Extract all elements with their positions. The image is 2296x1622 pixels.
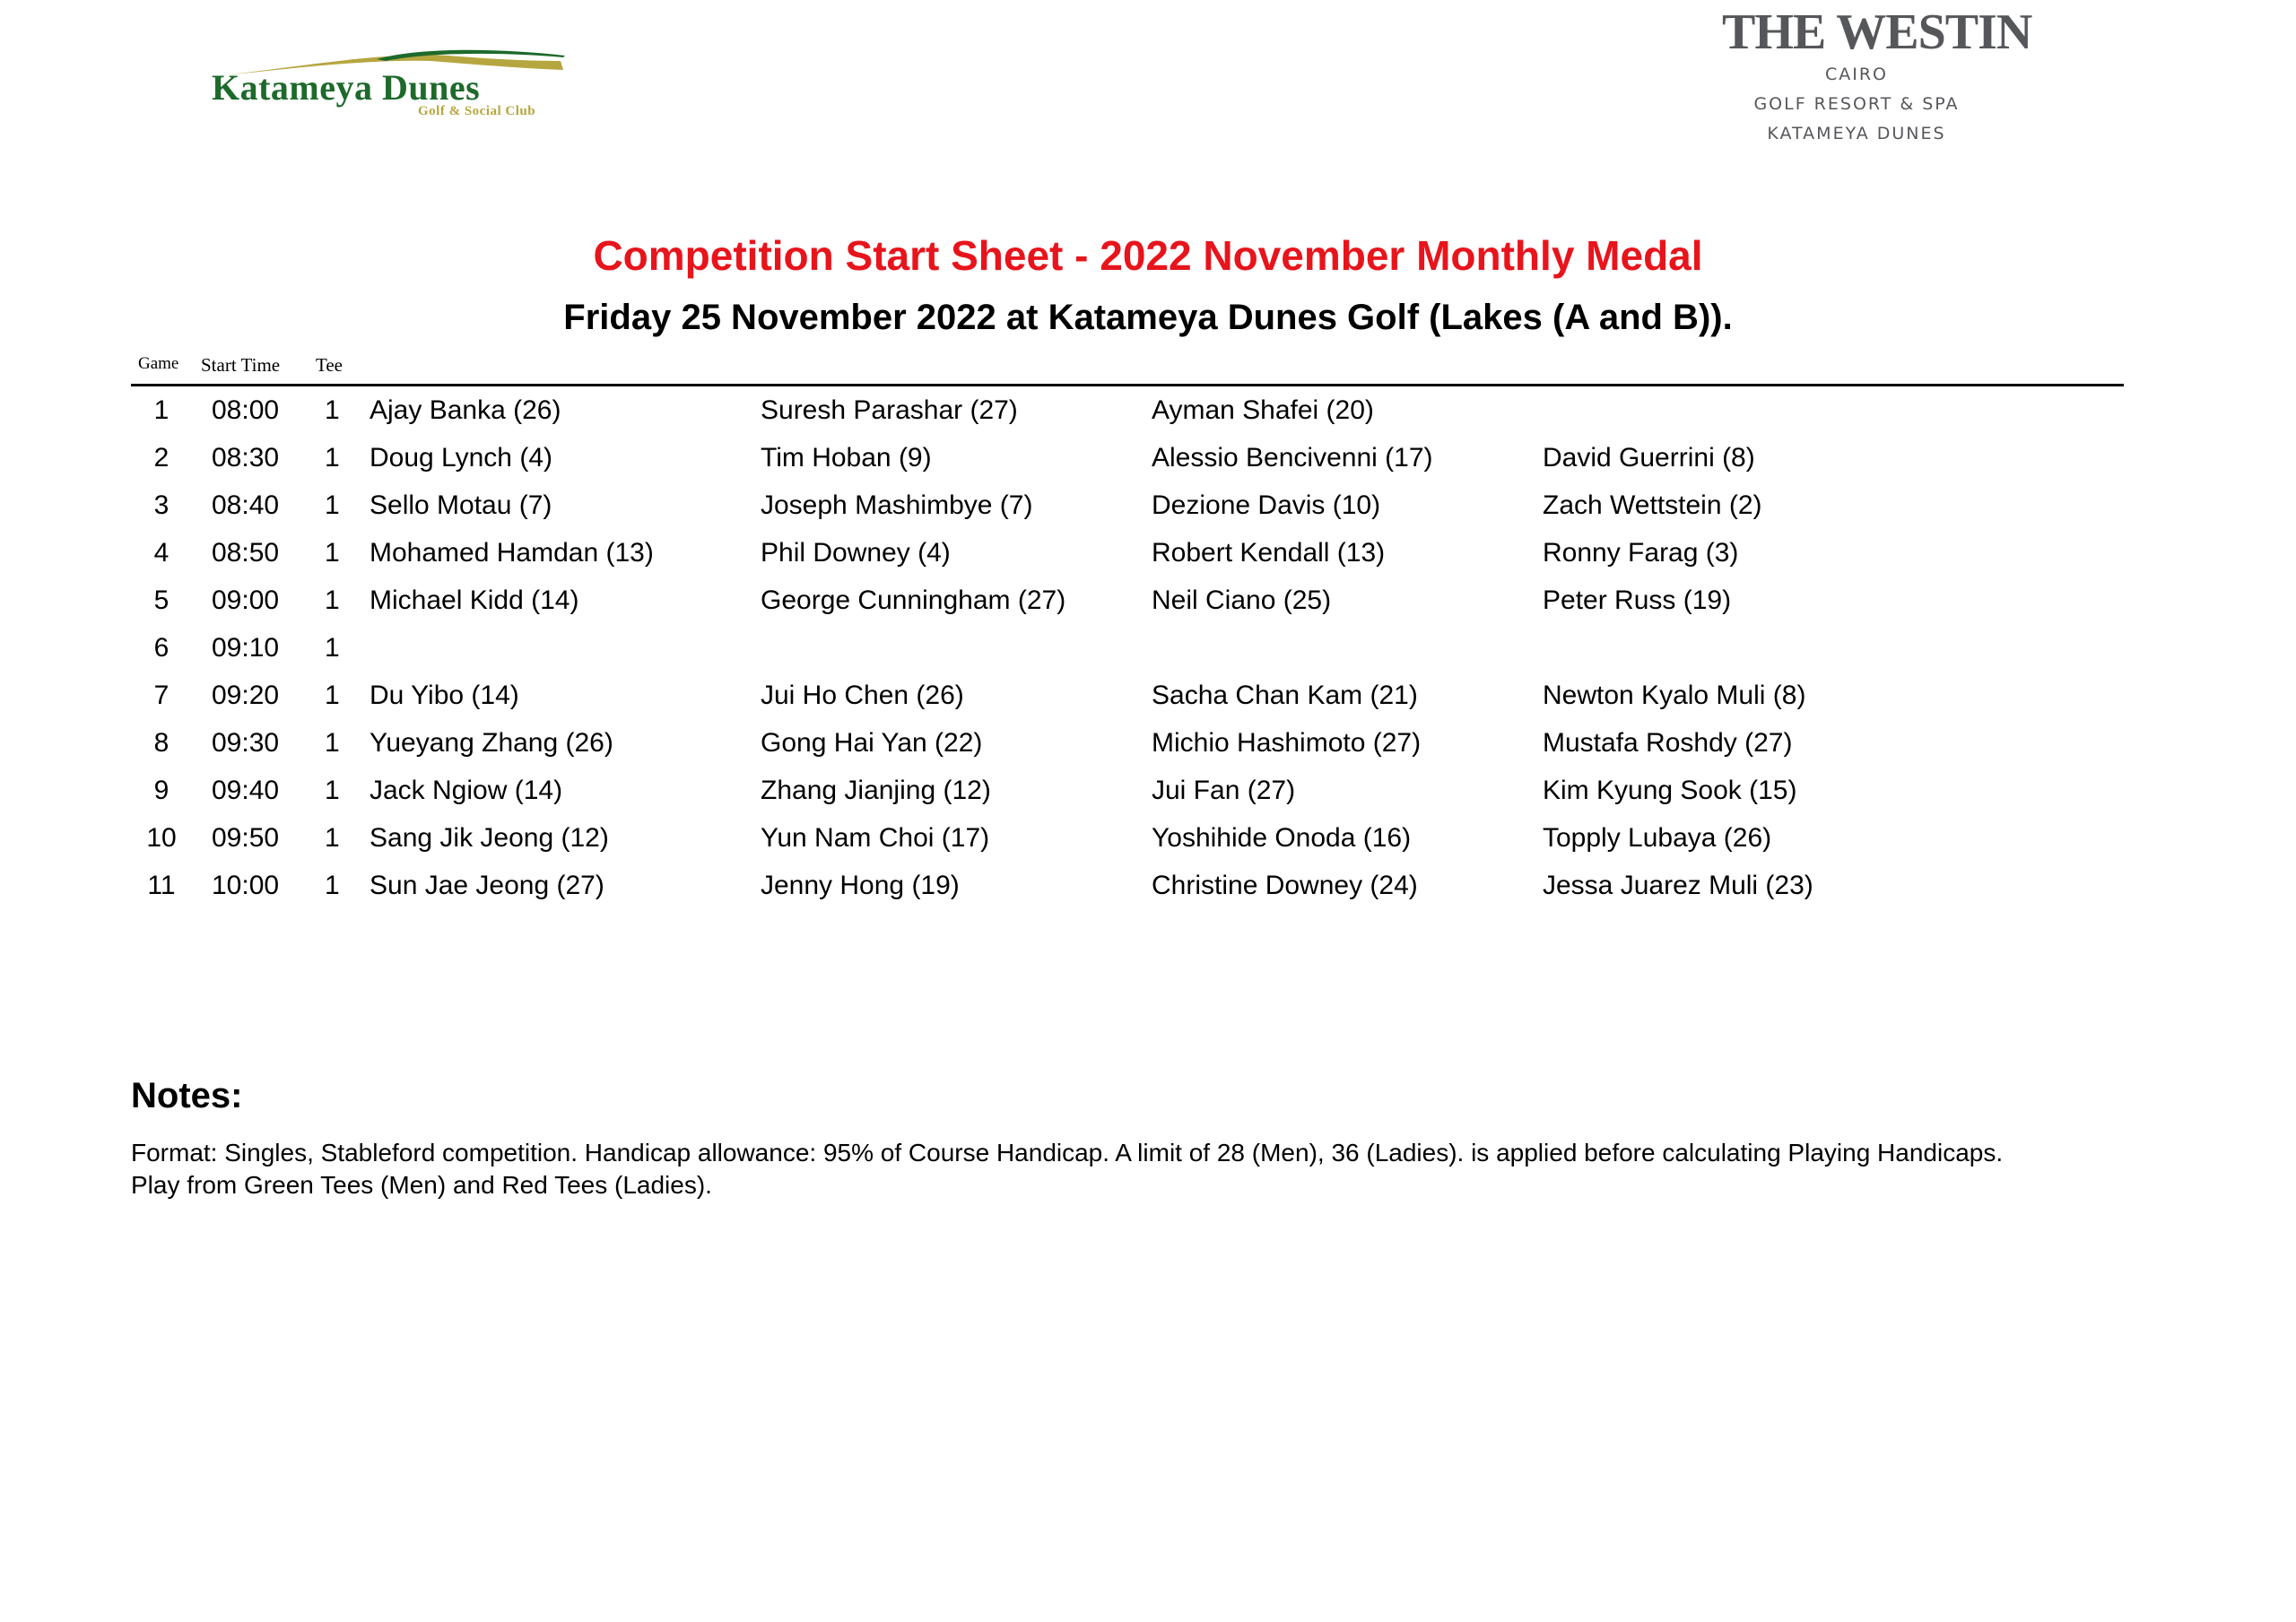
tee-number: 1 bbox=[325, 538, 340, 568]
player-3: Neil Ciano (25) bbox=[1152, 585, 1332, 615]
start-time: 09:00 bbox=[212, 585, 280, 615]
start-time: 09:40 bbox=[212, 776, 280, 805]
tee-number: 1 bbox=[325, 490, 340, 520]
game-number: 11 bbox=[147, 871, 176, 900]
player-3: Ayman Shafei (20) bbox=[1152, 395, 1374, 425]
tee-number: 1 bbox=[325, 728, 340, 758]
player-2: Jui Ho Chen (26) bbox=[761, 681, 964, 710]
table-row bbox=[0, 533, 2152, 580]
tee-number: 1 bbox=[325, 871, 340, 900]
player-1: Yueyang Zhang (26) bbox=[370, 728, 613, 758]
start-time: 09:30 bbox=[212, 728, 280, 758]
game-number: 8 bbox=[153, 728, 170, 758]
tee-number: 1 bbox=[325, 633, 340, 663]
player-1: Sun Jae Jeong (27) bbox=[370, 871, 604, 900]
game-number: 10 bbox=[146, 823, 177, 853]
player-2: Zhang Jianjing (12) bbox=[761, 776, 991, 805]
katameya-logo-name: Katameya Dunes bbox=[212, 67, 481, 108]
tee-number: 1 bbox=[325, 823, 340, 853]
katameya-logo-tagline: Golf & Social Club bbox=[418, 104, 536, 118]
player-1: Du Yibo (14) bbox=[370, 681, 519, 710]
game-number: 4 bbox=[153, 538, 170, 568]
player-3: Alessio Bencivenni (17) bbox=[1152, 443, 1433, 473]
game-number: 1 bbox=[153, 395, 170, 425]
player-1: Doug Lynch (4) bbox=[370, 443, 552, 473]
header-divider bbox=[131, 384, 2124, 386]
start-time: 08:00 bbox=[212, 395, 280, 425]
player-3: Christine Downey (24) bbox=[1152, 871, 1418, 900]
page-title: Competition Start Sheet - 2022 November Monthly Medal bbox=[593, 232, 1703, 279]
player-4: Ronny Farag (3) bbox=[1543, 538, 1739, 568]
column-header-tee: Tee bbox=[316, 354, 344, 376]
player-1: Michael Kidd (14) bbox=[370, 585, 579, 615]
game-number: 3 bbox=[153, 490, 170, 520]
westin-logo-line: GOLF RESORT & SPA bbox=[1753, 94, 1960, 114]
table-row bbox=[0, 723, 2152, 770]
player-4: Zach Wettstein (2) bbox=[1543, 490, 1762, 520]
player-4: Peter Russ (19) bbox=[1543, 585, 1732, 615]
player-2: Gong Hai Yan (22) bbox=[761, 728, 983, 758]
table-row bbox=[0, 438, 2152, 485]
katameya-dunes-logo bbox=[206, 47, 574, 129]
player-4: David Guerrini (8) bbox=[1543, 443, 1755, 473]
start-sheet-table bbox=[0, 390, 2152, 913]
player-1: Jack Ngiow (14) bbox=[370, 776, 563, 805]
westin-logo-line: KATAMEYA DUNES bbox=[1767, 124, 1946, 143]
start-time: 09:10 bbox=[212, 633, 280, 663]
player-3: Sacha Chan Kam (21) bbox=[1152, 681, 1418, 710]
start-time: 10:00 bbox=[212, 871, 280, 900]
player-2: Joseph Mashimbye (7) bbox=[761, 490, 1033, 520]
game-number: 7 bbox=[153, 681, 170, 710]
player-4: Topply Lubaya (26) bbox=[1543, 823, 1772, 853]
player-4: Newton Kyalo Muli (8) bbox=[1543, 681, 1806, 710]
start-time: 08:30 bbox=[212, 443, 280, 473]
player-1: Sang Jik Jeong (12) bbox=[370, 823, 609, 853]
player-2: Yun Nam Choi (17) bbox=[761, 823, 990, 853]
table-header bbox=[0, 354, 2152, 379]
tee-number: 1 bbox=[325, 776, 340, 805]
player-3: Michio Hashimoto (27) bbox=[1152, 728, 1422, 758]
player-3: Jui Fan (27) bbox=[1152, 776, 1296, 805]
tee-number: 1 bbox=[325, 681, 340, 710]
table-row bbox=[0, 580, 2152, 628]
page-subtitle: Friday 25 November 2022 at Katameya Dunes Golf (Lakes (A and B)). bbox=[563, 298, 1733, 337]
player-4: Kim Kyung Sook (15) bbox=[1543, 776, 1797, 805]
tee-number: 1 bbox=[325, 443, 340, 473]
tee-number: 1 bbox=[325, 395, 340, 425]
player-3: Robert Kendall (13) bbox=[1152, 538, 1386, 568]
player-2: Tim Hoban (9) bbox=[761, 443, 932, 473]
player-2: Suresh Parashar (27) bbox=[761, 395, 1018, 425]
table-row bbox=[0, 675, 2152, 723]
notes-line: Format: Singles, Stableford competition. Handicap allowance: 95% of Course Handicap. A limit of 28 (Men), 36 (Ladies). is applied before calculating Playing Handicaps. bbox=[131, 1139, 2004, 1167]
table-row bbox=[0, 628, 2152, 675]
game-number: 5 bbox=[153, 585, 170, 615]
westin-logo-title: THE WESTIN bbox=[1722, 4, 2032, 60]
table-row bbox=[0, 390, 2152, 438]
notes-body bbox=[131, 1137, 2194, 1201]
game-number: 6 bbox=[153, 633, 170, 663]
start-time: 09:50 bbox=[212, 823, 280, 853]
westin-logo bbox=[1722, 0, 2032, 152]
game-number: 9 bbox=[153, 776, 170, 805]
player-1: Ajay Banka (26) bbox=[370, 395, 561, 425]
game-number: 2 bbox=[153, 443, 170, 473]
player-4: Jessa Juarez Muli (23) bbox=[1543, 871, 1813, 900]
tee-number: 1 bbox=[325, 585, 340, 615]
player-1: Mohamed Hamdan (13) bbox=[370, 538, 654, 568]
start-time: 08:50 bbox=[212, 538, 280, 568]
player-1: Sello Motau (7) bbox=[370, 490, 552, 520]
table-row bbox=[0, 865, 2152, 913]
westin-logo-line: CAIRO bbox=[1824, 65, 1889, 84]
table-row bbox=[0, 818, 2152, 865]
notes-heading: Notes: bbox=[131, 1076, 243, 1115]
player-2: Phil Downey (4) bbox=[761, 538, 951, 568]
player-3: Yoshihide Onoda (16) bbox=[1152, 823, 1412, 853]
start-time: 08:40 bbox=[212, 490, 280, 520]
start-time: 09:20 bbox=[212, 681, 280, 710]
player-2: Jenny Hong (19) bbox=[761, 871, 960, 900]
player-4: Mustafa Roshdy (27) bbox=[1543, 728, 1793, 758]
player-2: George Cunningham (27) bbox=[761, 585, 1066, 615]
table-row bbox=[0, 485, 2152, 533]
player-3: Dezione Davis (10) bbox=[1152, 490, 1381, 520]
column-header-game: Game bbox=[138, 354, 179, 373]
table-row bbox=[0, 770, 2152, 818]
column-header-start-time: Start Time bbox=[201, 354, 281, 376]
notes-line: Play from Green Tees (Men) and Red Tees (Ladies). bbox=[131, 1171, 712, 1199]
